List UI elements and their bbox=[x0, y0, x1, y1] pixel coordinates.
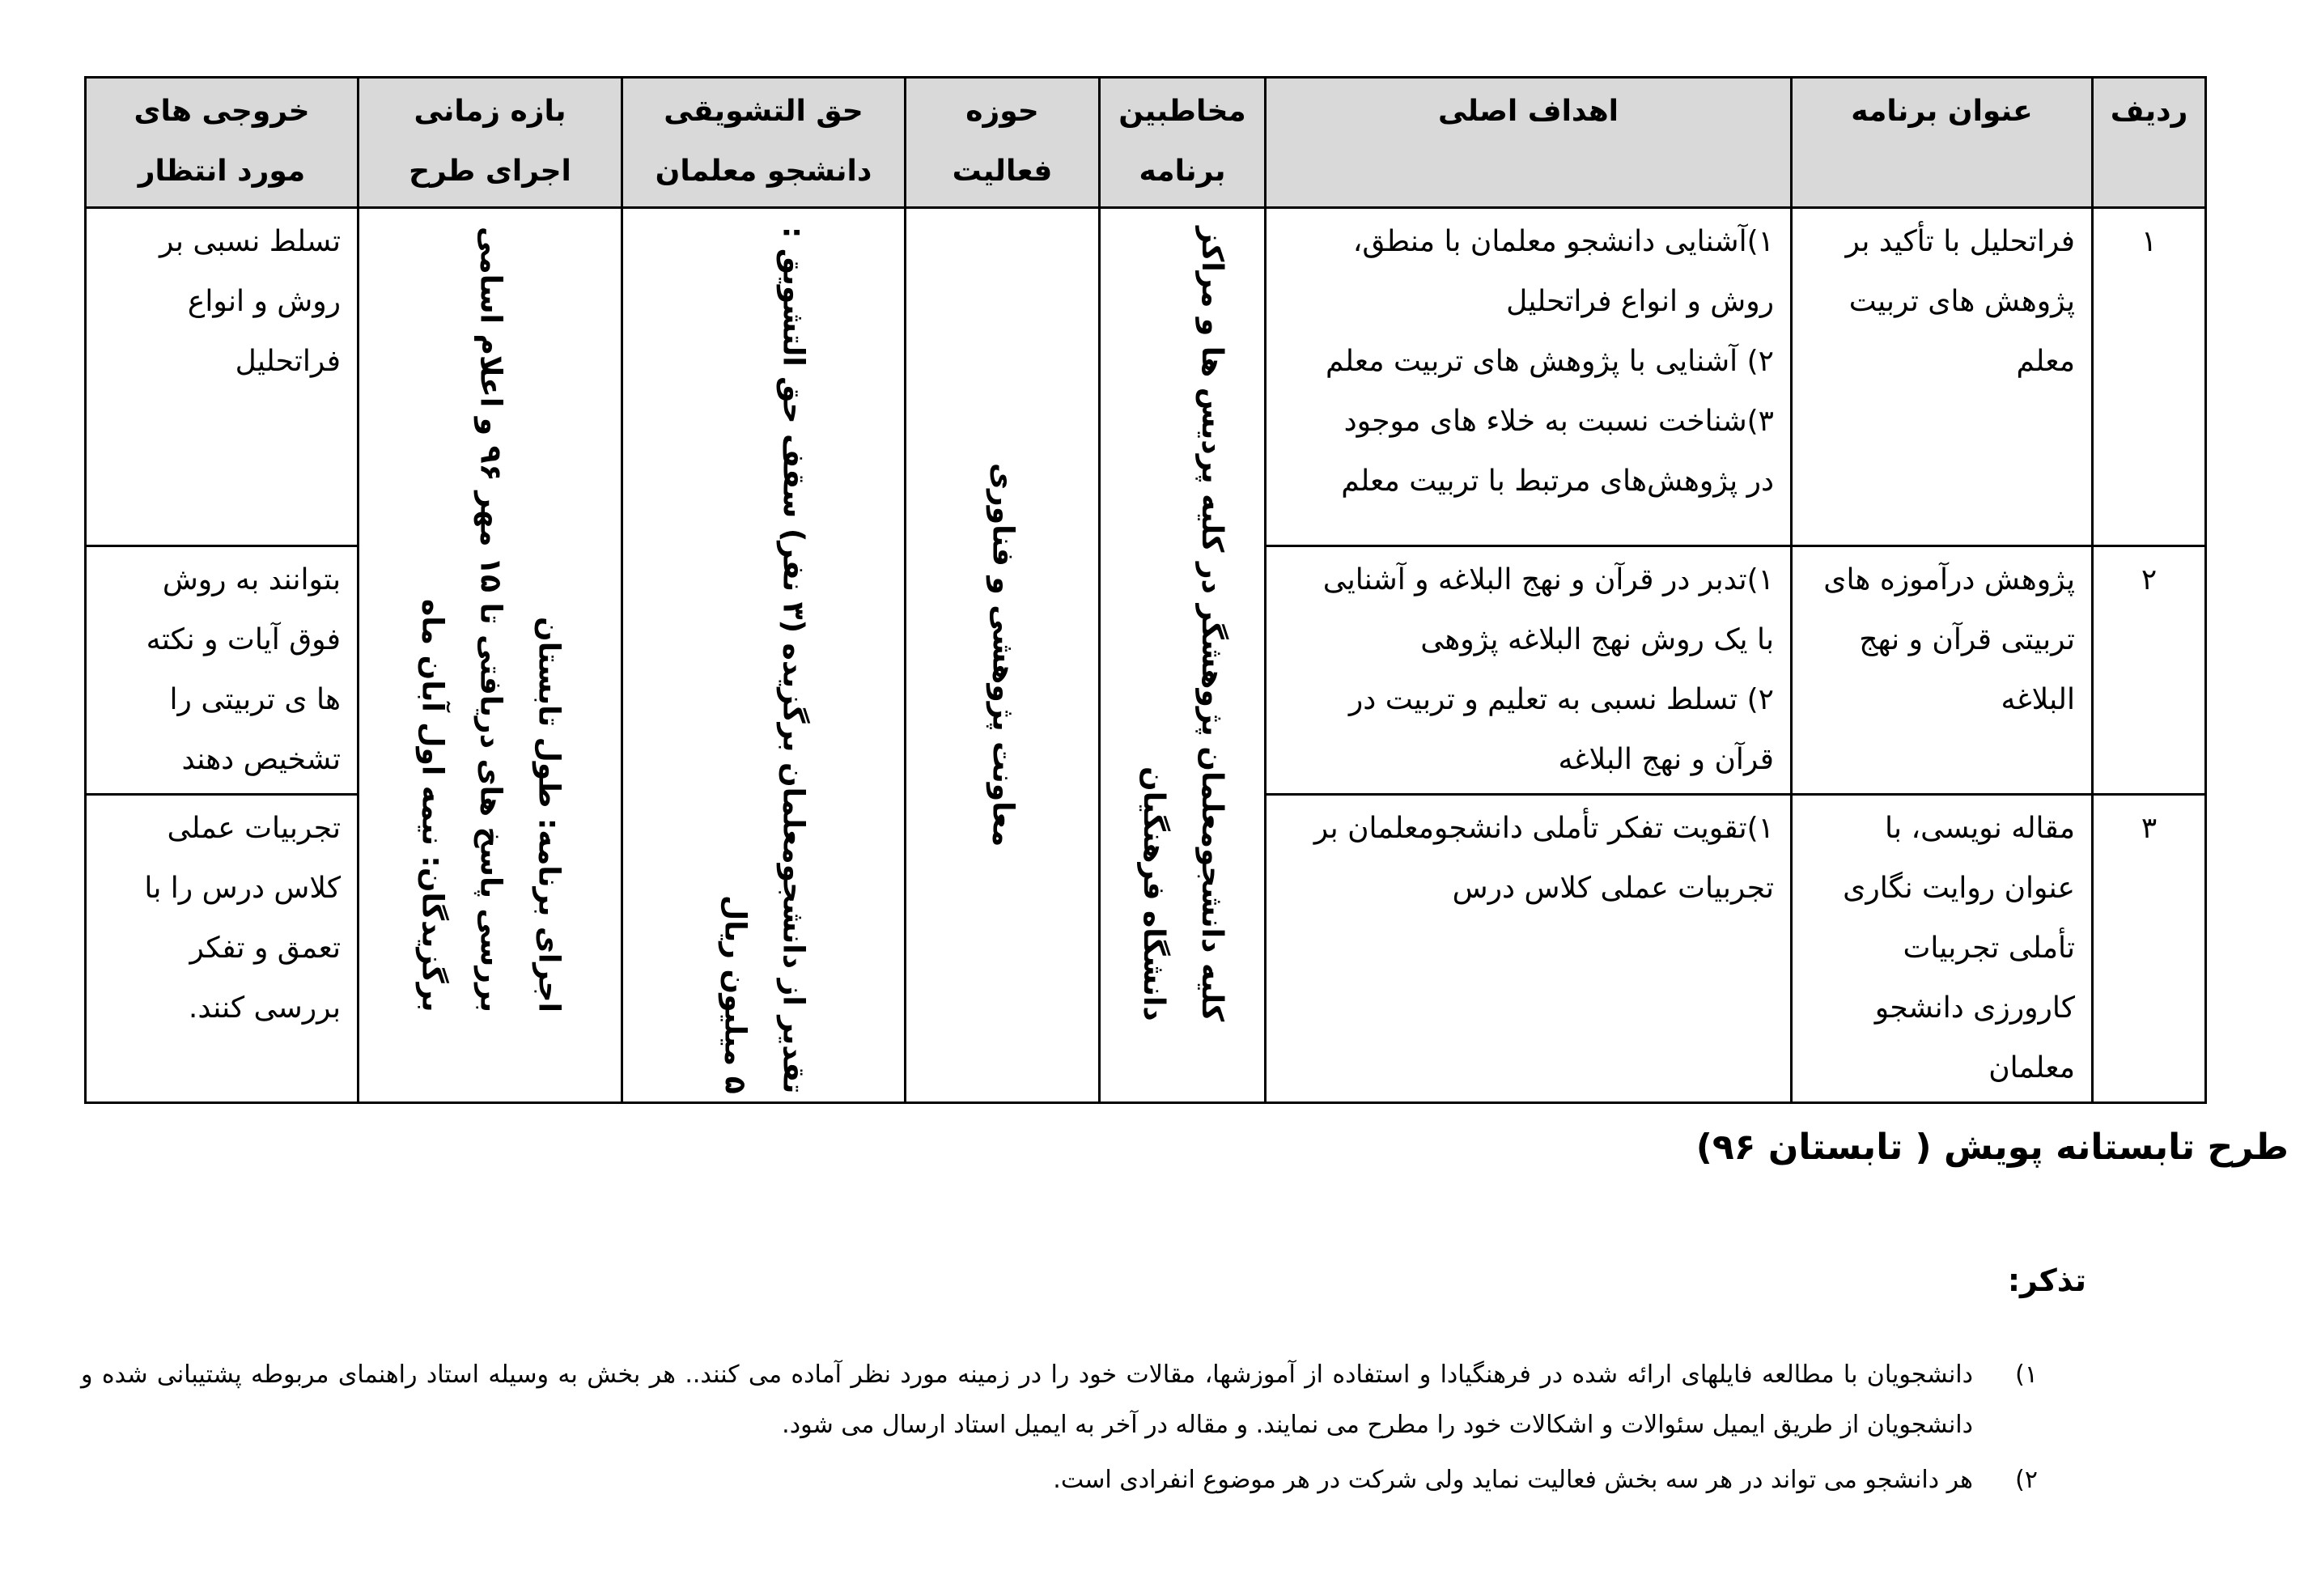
list-item bbox=[81, 1350, 2038, 1450]
header-program-title: عنوان برنامه bbox=[1792, 78, 2093, 208]
program-title-cell: فراتحلیل با تأکید بر پژوهش های تربیت معلم bbox=[1792, 208, 2093, 546]
table-row bbox=[86, 208, 2206, 546]
outputs-cell: تجربیات عملی کلاس درس را با تعمق و تفکر بررسی کنند. bbox=[86, 795, 359, 1103]
header-field: حوزه فعالیت bbox=[906, 78, 1100, 208]
header-timeframe: بازه زمانی اجرای طرح bbox=[359, 78, 622, 208]
row-number: ۲ bbox=[2093, 546, 2206, 795]
page-title: طرح تابستانه پویش ( تابستان ۹۶) bbox=[1695, 1127, 2289, 1168]
header-outputs: خروجی های مورد انتظار bbox=[86, 78, 359, 208]
goals-cell: ۱)تدبر در قرآن و نهج البلاغه و آشنایی با یک روش نهج البلاغه پژوهی ۲) تسلط نسبی به تعلیم و تربیت در قرآن و نهج البلاغه bbox=[1266, 546, 1792, 795]
goals-cell: ۱)تقویت تفکر تأملی دانشجومعلمان بر تجربیات عملی کلاس درس bbox=[1266, 795, 1792, 1103]
incentive-text: تقدیر از دانشجومعلمان برگزیده (۳ نفر) سقف حق التشویق : ۵ میلیون ریال bbox=[718, 227, 810, 1094]
note-text: هر دانشجو می تواند در هر سه بخش فعالیت نماید ولی شرکت در هر موضوع انفرادی است. bbox=[1053, 1466, 1973, 1494]
outputs-cell: تسلط نسبی بر روش و انواع فراتحلیل bbox=[86, 208, 359, 546]
header-audience: مخاطبین برنامه bbox=[1100, 78, 1266, 208]
field-cell bbox=[906, 208, 1100, 1103]
header-incentive: حق التشویقی دانشجو معلمان bbox=[622, 78, 906, 208]
outputs-cell: بتوانند به روش فوق آیات و نکته ها ی تربیتی را تشخیص دهند bbox=[86, 546, 359, 795]
field-text: معاونت پژوهشی و فناوری bbox=[986, 463, 1020, 847]
header-row-number: ردیف bbox=[2093, 78, 2206, 208]
header-main-goals: اهداف اصلی bbox=[1266, 78, 1792, 208]
note-number: ۱) bbox=[2015, 1360, 2038, 1389]
list-item bbox=[81, 1455, 2038, 1505]
program-table bbox=[84, 76, 2207, 1104]
program-title-cell: مقاله نویسی، با عنوان روایت نگاری تأملی تجربیات کارورزی دانشجو معلمان bbox=[1792, 795, 2093, 1103]
reminder-label: تذکر: bbox=[2007, 1263, 2086, 1298]
timeframe-text: اجرای برنامه: طول تابستان بررسی پاسخ های دریافتی تا ۱۵ مهر ۹۶ و اعلام اسامی برگزیدگان: نیمه اول آبان ماه bbox=[415, 227, 566, 1012]
audience-cell bbox=[1100, 208, 1266, 1103]
row-number: ۳ bbox=[2093, 795, 2206, 1103]
header-row bbox=[86, 78, 2206, 208]
program-title-cell: پژوهش درآموزه های تربیتی قرآن و نهج البلاغه bbox=[1792, 546, 2093, 795]
note-number: ۲) bbox=[2015, 1466, 2038, 1494]
goals-cell: ۱)آشنایی دانشجو معلمان با منطق، روش و انواع فراتحلیل ۲) آشنایی با پژوهش های تربیت معلم ۳)شناخت نسبت به خلاء های موجود در پژوهش‌های مرتبط با تربیت معلم bbox=[1266, 208, 1792, 546]
audience-text: کلیه دانشجومعلمان پژوهشگر در کلیه پردیس ها و مراکز دانشگاه فرهنگیان bbox=[1137, 227, 1228, 1022]
notes-list bbox=[81, 1350, 2038, 1505]
row-number: ۱ bbox=[2093, 208, 2206, 546]
incentive-cell bbox=[622, 208, 906, 1103]
note-text: دانشجویان با مطالعه فایلهای ارائه شده در فرهنگیادا و استفاده از آموزشها، مقالات خود را در زمینه مورد نظر آماده می کنند.. هر بخش به وسیله استاد راهنمای مربوطه پشتیبانی شده و دانشجویان از طریق ایمیل سئوالات و اشکالات خود را مطرح می نمایند. و مقاله در آخر به ایمیل استاد ارسال می شود. bbox=[81, 1360, 1973, 1439]
timeframe-cell bbox=[359, 208, 622, 1103]
